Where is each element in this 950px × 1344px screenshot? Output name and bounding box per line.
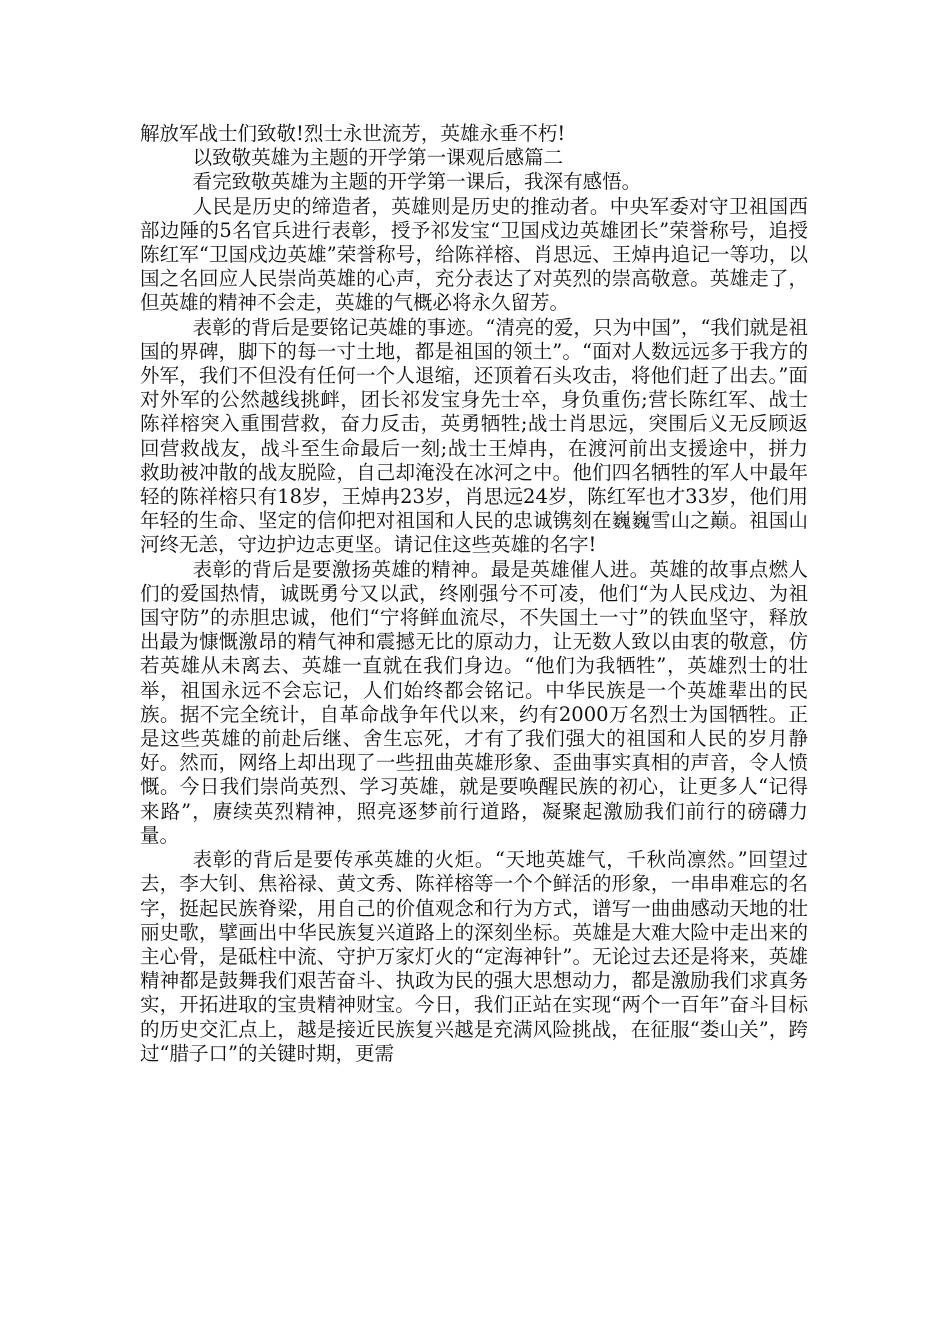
paragraph-1: 人民是历史的缔造者，英雄则是历史的推动者。中央军委对守卫祖国西部边陲的5名官兵进行表彰，授予祁发宝“卫国戍边英雄团长”荣誉称号，追授陈红军“卫国戍边英雄”荣誉称号，给陈祥榕、肖思远、王焯冉追记一等功，以国之名回应人民崇尚英雄的心声，充分表达了对英烈的崇高敬意。英雄走了，但英雄的精神不会走，英雄的气概必将永久留芳。 (140, 194, 808, 315)
document-body (140, 122, 808, 1066)
paragraph-2: 表彰的背后是要铭记英雄的事迹。“清亮的爱，只为中国”，“我们就是祖国的界碑，脚下的每一寸土地，都是祖国的领土”。“面对人数远远多于我方的外军，我们不但没有任何一个人退缩，还顶着石头攻击，将他们赶了出去。”面对外军的公然越线挑衅，团长祁发宝身先士卒，身负重伤;营长陈红军、战士陈祥榕突入重围营救，奋力反击，英勇牺牲;战士肖思远，突围后义无反顾返回营救战友，战斗至生命最后一刻;战士王焯冉，在渡河前出支援途中，拼力救助被冲散的战友脱险，自己却淹没在冰河之中。他们四名牺牲的军人中最年轻的陈祥榕只有18岁，王焯冉23岁，肖思远24岁，陈红军也才33岁，他们用年轻的生命、坚定的信仰把对祖国和人民的忠诚镌刻在巍巍雪山之巅。祖国山河终无恙，守边护边志更坚。请记住这些英雄的名字! (140, 315, 808, 557)
paragraph-3: 表彰的背后是要激扬英雄的精神。最是英雄催人进。英雄的故事点燃人们的爱国热情，诚既勇兮又以武，终刚强兮不可凌，他们“为人民戍边、为祖国守防”的赤胆忠诚，他们“宁将鲜血流尽，不失国土一寸”的铁血坚守，释放出最为慷慨激昂的精气神和震撼无比的原动力，让无数人致以由衷的敬意，仿若英雄从未离去、英雄一直就在我们身边。“他们为我牺牲”，英雄烈士的壮举，祖国永远不会忘记，人们始终都会铭记。中华民族是一个英雄辈出的民族。据不完全统计，自革命战争年代以来，约有2000万名烈士为国牺牲。正是这些英雄的前赴后继、舍生忘死，才有了我们强大的祖国和人民的岁月静好。然而，网络上却出现了一些扭曲英雄形象、歪曲事实真相的声音，令人愤慨。今日我们崇尚英烈、学习英雄，就是要唤醒民族的初心，让更多人“记得来路”，赓续英烈精神，照亮逐梦前行道路，凝聚起激励我们前行的磅礴力量。 (140, 557, 808, 847)
paragraph-intro: 看完致敬英雄为主题的开学第一课后，我深有感悟。 (192, 170, 642, 194)
paragraph-4: 表彰的背后是要传承英雄的火炬。“天地英雄气，千秋尚凛然。”回望过去，李大钊、焦裕禄、黄文秀、陈祥榕等一个个鲜活的形象，一串串难忘的名字，挺起民族脊梁，用自己的价值观念和行为方式，谱写一曲曲感动天地的壮丽史歌，擘画出中华民族复兴道路上的深刻坐标。英雄是大难大险中走出来的主心骨，是砥柱中流、守护万家灯火的“定海神针”。无论过去还是将来，英雄精神都是鼓舞我们艰苦奋斗、执政为民的强大思想动力，都是激励我们求真务实，开拓进取的宝贵精神财宝。今日，我们正站在实现“两个一百年”奋斗目标的历史交汇点上，越是接近民族复兴越是充满风险挑战，在征服“娄山关”，跨过“腊子口”的关键时期，更需 (140, 848, 808, 1065)
paragraph-closing-line: 解放军战士们致敬!烈士永世流芳，英雄永垂不朽! (140, 122, 566, 145)
section-title: 以致敬英雄为主题的开学第一课观后感篇二 (192, 146, 564, 170)
